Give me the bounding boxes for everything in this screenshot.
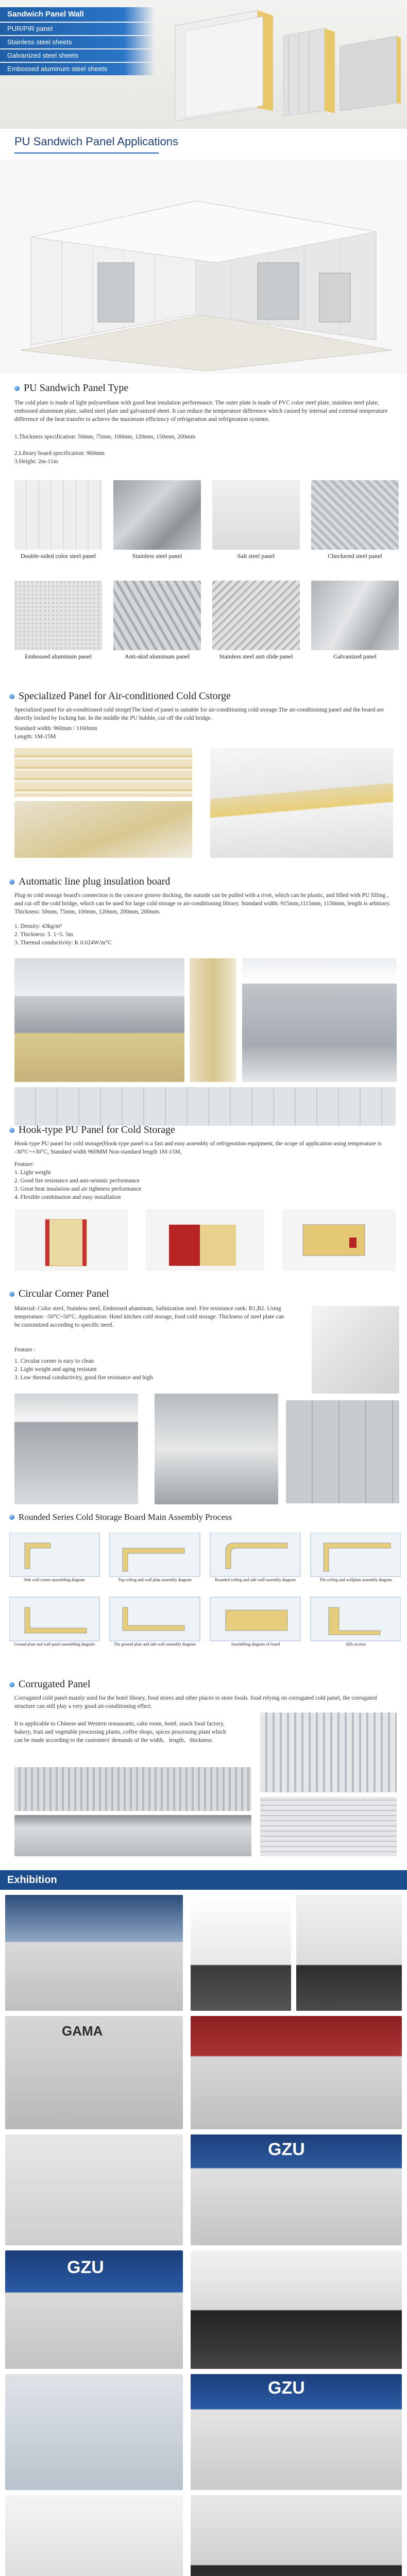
- panel-type-desc: The cold plate is made of light polyurethane with good heat insulation performance. The outer plate is made of PVC color steel plate, stainless steel plate, embossed aluminum plate, salted steel plate and galvanized sheet. It can reduce the temperature difference which caused by internal and external temperature difference of the heat transfer to achieve the maximum efficiency of refrigeration and refrigeration systems.: [14, 400, 388, 422]
- corrugated-interior-photo: [14, 1815, 251, 1856]
- bullet-icon: [9, 1515, 14, 1520]
- corner-title: Circular Corner Panel: [19, 1288, 109, 1299]
- exhibition-photo: [5, 2016, 183, 2129]
- exhibition-photo: [191, 2374, 402, 2490]
- auto-line-spec: 2. Thickness: 5. 1~5. 5m: [14, 931, 73, 938]
- hero-item: Embossed aluminum steel sheets: [0, 63, 155, 75]
- swatch-caption: Stainless steel anti slide panel: [219, 653, 293, 660]
- bullet-icon: [9, 879, 14, 885]
- swatch-caption: Salt steel panel: [237, 552, 275, 560]
- hero-item: Stainless steel sheets: [0, 36, 155, 48]
- exhibition-photo: [5, 2374, 183, 2490]
- exhibition-gallery: [0, 1895, 407, 2576]
- exhibition-photo: [5, 2134, 183, 2245]
- hero-banner: [0, 0, 407, 129]
- applications-section: [0, 135, 407, 377]
- hero-item: PUR/PIR panel: [0, 23, 155, 35]
- auto-line-spec: 1. Density: 43kg/m³: [14, 923, 62, 929]
- air-cond-desc: Specialized panel for air-conditioned cold storge(The kind of panel is suitable for air-conditioning cold storage.The air-conditioning panel and the board are directly locked by locking bar. In the middle the PU bubble, cut off the cold bridge.: [14, 707, 384, 721]
- assembly-caption: Sills section: [346, 1642, 366, 1647]
- swatch-galvanized: [311, 581, 399, 650]
- hook-feature: 2. Good fire resistance and anti-seismic performance: [14, 1178, 140, 1184]
- panel-rack-photo: [14, 1087, 396, 1126]
- hero-item-title: Sandwich Panel Wall: [0, 7, 155, 22]
- booth-sign: GZU: [67, 2258, 104, 2277]
- cold-room-interior-photo: [286, 1400, 399, 1503]
- exhibition-photo: [5, 2250, 183, 2369]
- exhibition-photo: [191, 1895, 291, 2011]
- hook-feature: 4. Flexible combination and easy installation: [14, 1194, 121, 1200]
- corner-panel-section: [0, 1288, 407, 1510]
- corner-feature: 1. Circular corner is easy to clean: [14, 1358, 94, 1364]
- panel-stack-photo: [190, 958, 236, 1082]
- swatch-caption: Anti-skid aluminum panel: [125, 653, 190, 660]
- hook-title: Hook-type PU Panel for Cold Storage: [19, 1124, 175, 1136]
- exhibition-photo: [296, 1895, 402, 2011]
- hook-desc: Hook-type PU panel for cold storage(Hook-type panel is a fast and easy assembly of refrigeration equipment, the scope of application using temperature is -30°C~+30°C, Standard width 960MM Non-standard length 1M-15M,: [14, 1141, 382, 1155]
- corrugated-sheet-photo: [260, 1713, 397, 1792]
- assembly-title: Rounded Series Cold Storage Board Main Assembly Process: [19, 1512, 232, 1522]
- assembly-caption: Rounded ceiling and side wall assembly diagram: [215, 1578, 296, 1582]
- booth-sign: GZU: [268, 2140, 305, 2159]
- applications-title: PU Sandwich Panel Applications: [14, 135, 178, 148]
- swatch-checkered-steel: [311, 480, 399, 550]
- auto-line-desc: Plug-in cold storage board's connection is the concave groove docking, the outside can be pulled with a rivet, which can be plastic, and filled with PU filling , and cut off the cold bridge, which can be used for large cold storage or air-conditioning library. Standard width: 915mm,1115mm, 1150mm, length is arbitrary. Thickness: 50mm, 75mm, 100mm, 120mm, 200mm, 200mm.: [14, 892, 391, 915]
- hero-feature-list: [0, 7, 155, 76]
- exhibition-photo: [191, 2134, 402, 2245]
- assembly-caption: Ground plate and wall panel assembling diagram: [14, 1642, 95, 1647]
- bullet-icon: [9, 1292, 14, 1297]
- panel-type-spec: 1.Thickness specification: 50mm, 75mm, 100mm, 120mm, 150mm, 200mm: [14, 434, 196, 440]
- corrugated-title: Corrugated Panel: [19, 1679, 91, 1690]
- swatch-caption: Galvanized panel: [333, 653, 377, 660]
- air-cond-length: Length: 1M-15M: [14, 734, 56, 740]
- cold-room-photo: [14, 1394, 138, 1504]
- hook-feature: 1. Light weight: [14, 1170, 51, 1176]
- booth-sign: GZU: [268, 2378, 305, 2398]
- assembly-caption: Side wall corner assembling diagram: [24, 1578, 85, 1582]
- hero-item: Galvanized steel sheets: [0, 49, 155, 62]
- bullet-icon: [14, 386, 20, 391]
- bullet-icon: [9, 694, 14, 699]
- exhibition-photo: [191, 2495, 402, 2576]
- swatch-double-sided-color-steel: [14, 480, 102, 550]
- panel-type-title: PU Sandwich Panel Type: [24, 382, 129, 394]
- hook-panel-section: [0, 1124, 407, 1274]
- swatch-caption: Embossed aluminum panel: [25, 653, 92, 660]
- panel-type-spec: 3.Height: 2m-11m: [14, 459, 58, 465]
- auto-line-spec: 3. Thermal conductivity: K 0.024W/m°C: [14, 940, 112, 946]
- swatch-caption: Stainless steel panel: [132, 552, 182, 560]
- auto-line-section: [0, 876, 407, 1128]
- corrugated-desc: Corrugated cold panel mainly used for the hotel library, food stores and other places to store foods. food relying on corrugated cold panel, the corrugated structure can still play a very good air-conditioning effect.: [14, 1695, 377, 1709]
- exhibition-photo: [191, 2016, 402, 2129]
- hook-panel-photos: [14, 1209, 396, 1271]
- exhibition-bar: Exhibition: [0, 1870, 407, 1890]
- air-cond-title: Specialized Panel for Air-conditioned Cold Cstorge: [19, 690, 231, 702]
- hook-feature: 3. Great heat insulation and air tightness performance: [14, 1186, 142, 1192]
- exhibition-photo: [5, 1895, 183, 2011]
- corner-feature: 3. Low thermal conductivity, good fire resistance and high: [14, 1375, 153, 1381]
- assembly-caption: The ceiling and wallplate assembly diagram: [319, 1578, 393, 1582]
- air-cond-photo: [14, 801, 192, 858]
- bullet-icon: [9, 1128, 14, 1133]
- swatch-stainless-anti-slide: [212, 581, 300, 650]
- corrugated-desc-2: It is applicable to Chinese and Western restaurants, cake room, hotel, snack food factory, bakery, fruit and vegetable processing plants, coffee shops, spices processing plant which can be made according to the customers' demands of the width、length、thickness.: [14, 1721, 227, 1743]
- panel-stack-illustration: [155, 5, 402, 124]
- air-cond-photo: [210, 748, 393, 858]
- assembly-caption: Top ceiling and wall plate assembly diagram: [118, 1578, 192, 1582]
- swatch-caption: Double-sided color steel panel: [20, 552, 96, 560]
- factory-line-photo: [14, 958, 184, 1082]
- auto-line-title: Automatic line plug insulation board: [19, 876, 171, 887]
- assembly-caption: The ground plate and side wall assembly diagram: [114, 1642, 196, 1647]
- exhibition-photo: [5, 2495, 183, 2576]
- exhibition-photo: [191, 2250, 402, 2369]
- corrugated-section: [0, 1679, 407, 1859]
- swatch-anti-skid-aluminum: [113, 581, 201, 650]
- air-cond-photo: [14, 748, 192, 797]
- hook-features-label: Feature:: [14, 1161, 34, 1167]
- bullet-icon: [9, 1682, 14, 1687]
- corner-panel-photo: [312, 1306, 399, 1394]
- air-cond-width: Standard width: 960mm / 1160mm: [14, 725, 97, 732]
- cold-room-door-photo: [155, 1394, 278, 1504]
- swatch-embossed-aluminum: [14, 581, 102, 650]
- corner-feature-label: Feature :: [14, 1347, 36, 1353]
- panel-type-spec: 2.Library board specification: 960mm: [14, 450, 105, 456]
- corner-desc: Material: Color steel, Stainless steel, Embossed aluminum, Salinization steel. Fire resistance rank: B1,B2. Using temperature: -50°C~50°C. Application: Hotel kitchen cold storage, food cold storage. Thickness of steel plate can be customized according to specific need.: [14, 1306, 284, 1328]
- swatch-stainless-steel: [113, 480, 201, 550]
- swatch-caption: Checkered steel panel: [328, 552, 382, 560]
- workshop-photo: [242, 958, 397, 1082]
- panel-type-section: [0, 382, 407, 707]
- cold-room-3d-illustration: [0, 160, 407, 374]
- corrugated-room-photo: [14, 1767, 251, 1811]
- booth-sign: GAMA: [62, 2023, 103, 2039]
- assembly-section: [0, 1512, 407, 1667]
- swatch-salt-steel: [212, 480, 300, 550]
- corner-feature: 2. Light weight and aging resistant: [14, 1366, 97, 1372]
- air-conditioned-panel-section: [0, 690, 407, 873]
- corrugated-panel-photo: [260, 1797, 397, 1856]
- assembly-caption: Assembling diagram of board: [230, 1642, 280, 1647]
